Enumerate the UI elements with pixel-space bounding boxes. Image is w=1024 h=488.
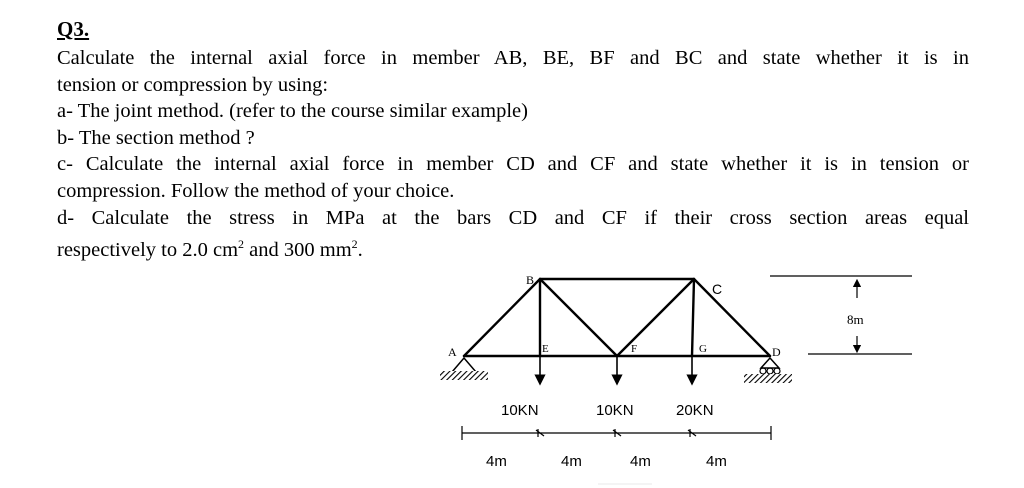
truss-members <box>464 279 770 356</box>
height-dimension <box>770 276 912 354</box>
member-bf <box>540 279 617 356</box>
member-cf <box>617 279 694 356</box>
question-intro-line2: tension or compression by using: <box>57 73 329 96</box>
part-c-line2: compression. Follow the method of your choice. <box>57 179 455 202</box>
part-d-mid: and 300 mm <box>244 238 352 261</box>
part-b: b- The section method ? <box>57 126 255 149</box>
joint-label-e: E <box>542 343 549 355</box>
part-d-sup-1: 2 <box>238 237 245 252</box>
question-intro-line1: Calculate the internal axial force in member AB, BE, BF and BC and state whether it is in <box>57 47 969 69</box>
question-title: Q3. <box>57 17 90 41</box>
part-d-suffix: . <box>357 238 363 261</box>
member-ab <box>464 279 540 356</box>
joint-label-c: C <box>712 281 723 297</box>
support-a <box>440 358 488 380</box>
part-d-line1: d- Calculate the stress in MPa at the bars CD and CF if their cross section areas equal <box>57 206 969 229</box>
part-d-prefix: respectively to 2.0 cm <box>57 238 239 261</box>
joint-label-d: D <box>772 345 781 359</box>
joint-label-b: B <box>526 273 535 287</box>
load-arrows <box>540 357 692 380</box>
load-label-f: 10KN <box>596 402 634 419</box>
span-label-1: 4m <box>486 453 507 470</box>
part-c-line1: c- Calculate the internal axial force in member CD and CF and state whether it is in tension or <box>57 153 969 176</box>
load-label-e: 10KN <box>501 402 539 419</box>
support-d <box>744 358 792 383</box>
span-label-4: 4m <box>706 453 727 470</box>
load-label-g: 20KN <box>676 402 714 419</box>
joint-label-g: G <box>699 343 707 355</box>
joint-label-f: F <box>631 343 638 355</box>
part-a: a- The joint method. (refer to the course similar example) <box>57 100 528 123</box>
span-label-2: 4m <box>561 453 582 470</box>
span-label-3: 4m <box>630 453 651 470</box>
part-d-sup-2: 2 <box>351 237 358 252</box>
height-label: 8m <box>847 312 864 327</box>
span-dimension <box>462 426 771 440</box>
member-cg <box>692 279 694 356</box>
joint-label-a: A <box>448 345 457 359</box>
